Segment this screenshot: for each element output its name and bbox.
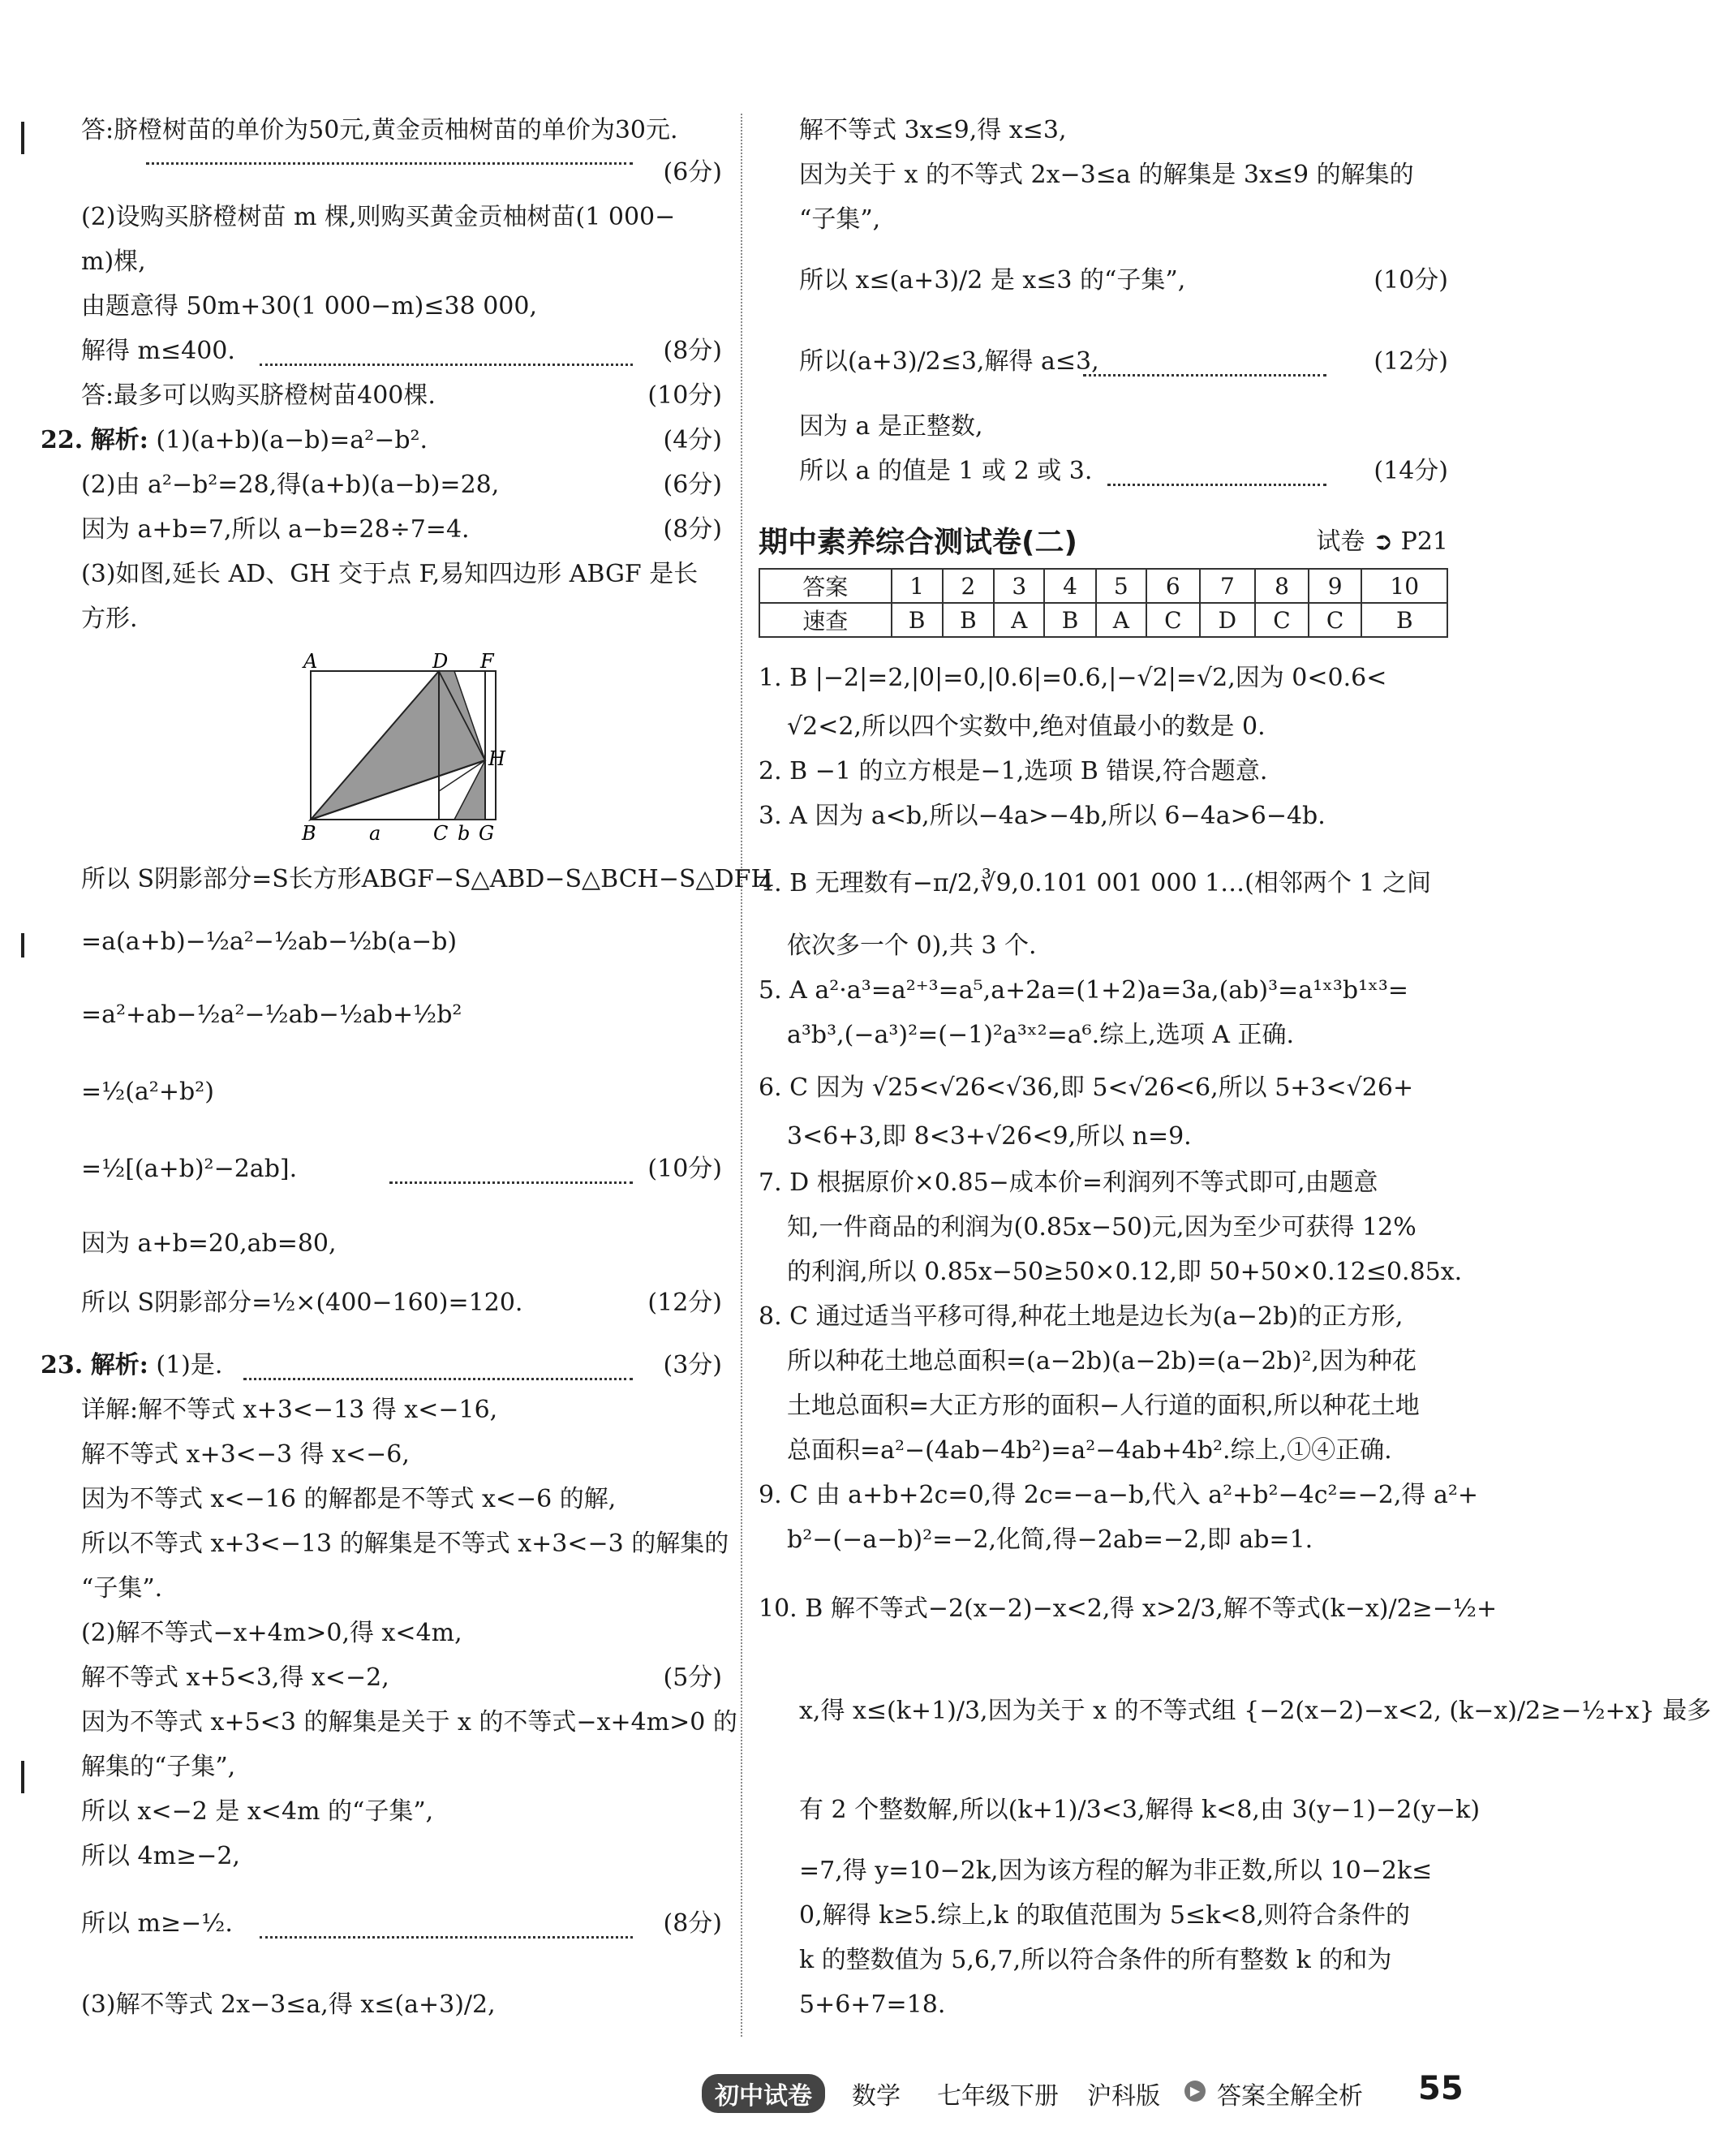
question-number: 23. bbox=[41, 1351, 84, 1379]
text-line: 所以(a+3)/2≤3,解得 a≤3, bbox=[799, 347, 1099, 376]
text-line: 因为不等式 x<−16 的解都是不等式 x<−6 的解, bbox=[81, 1485, 617, 1513]
answer-10-cont: 有 2 个整数解,所以(k+1)/3<3,解得 k<8,由 3(y−1)−2(y−k) bbox=[799, 1796, 1481, 1824]
label-a: a bbox=[369, 822, 381, 845]
footer-badge: 初中试卷 bbox=[702, 2074, 825, 2113]
text-line: 所以 x≤(a+3)/2 是 x≤3 的“子集”, bbox=[799, 266, 1186, 295]
text-line: (2)解不等式−x+4m>0,得 x<4m, bbox=[81, 1619, 462, 1647]
text-line: 所以 x<−2 是 x<4m 的“子集”, bbox=[81, 1797, 434, 1826]
table-cell: B bbox=[943, 603, 994, 637]
table-cell: 4 bbox=[1044, 569, 1095, 603]
text-line: 所以 4m≥−2, bbox=[81, 1842, 240, 1870]
solution-label: 解析: bbox=[90, 1351, 148, 1379]
answer-table bbox=[759, 568, 1448, 638]
text-line: =½(a²+b²) bbox=[81, 1078, 214, 1106]
text-line: 所以不等式 x+3<−13 的解集是不等式 x+3<−3 的解集的 bbox=[81, 1530, 729, 1558]
score: (10分) bbox=[647, 1155, 722, 1183]
question-number: 22. bbox=[41, 426, 84, 454]
footer-grade: 七年级下册 bbox=[937, 2082, 1059, 2111]
table-cell: 8 bbox=[1255, 569, 1309, 603]
text-line: =a²+ab−½a²−½ab−½ab+½b² bbox=[81, 1001, 462, 1029]
score: (14分) bbox=[1374, 457, 1448, 485]
answer-6: 6. C 因为 √25<√26<√36,即 5<√26<6,所以 5+3<√26+ bbox=[759, 1074, 1414, 1102]
answer-7-cont: 知,一件商品的利润为(0.85x−50)元,因为至少可获得 12% bbox=[787, 1213, 1417, 1242]
text-line: 因为不等式 x+5<3 的解集是关于 x 的不等式−x+4m>0 的 bbox=[81, 1708, 737, 1736]
answer-line: 答:脐橙树苗的单价为50元,黄金贡柚树苗的单价为30元. bbox=[81, 116, 678, 144]
label-F: F bbox=[480, 650, 494, 673]
edge-mark-bottom bbox=[21, 1761, 24, 1793]
answer-3: 3. A 因为 a<b,所以−4a>−4b,所以 6−4a>6−4b. bbox=[759, 802, 1326, 830]
question-23-line bbox=[41, 1349, 222, 1383]
answer-10-cont: 0,解得 k≥5.综上,k 的取值范围为 5≤k<8,则符合条件的 bbox=[799, 1901, 1411, 1930]
table-cell: C bbox=[1146, 603, 1200, 637]
solution-label: 解析: bbox=[90, 426, 148, 454]
table-cell: 10 bbox=[1361, 569, 1447, 603]
page-number: 55 bbox=[1418, 2070, 1464, 2107]
table-cell: D bbox=[1200, 603, 1256, 637]
text-line: 因为 a+b=7,所以 a−b=28÷7=4. bbox=[81, 515, 470, 544]
answer-table-label: 答案 bbox=[759, 569, 892, 603]
score: (6分) bbox=[663, 471, 722, 499]
text-line: “子集”. bbox=[81, 1574, 163, 1603]
text-line: (2)设购买脐橙树苗 m 棵,则购买黄金贡柚树苗(1 000− bbox=[81, 203, 676, 231]
text-line: 因为 a+b=20,ab=80, bbox=[81, 1229, 337, 1258]
answer-7: 7. D 根据原价×0.85−成本价=利润列不等式即可,由题意 bbox=[759, 1168, 1378, 1197]
score: (10分) bbox=[647, 381, 722, 410]
answer-10-cont: =7,得 y=10−2k,因为该方程的解为非正数,所以 10−2k≤ bbox=[799, 1857, 1433, 1885]
text-line: =a(a+b)−½a²−½ab−½b(a−b) bbox=[81, 927, 458, 956]
answer-2: 2. B −1 的立方根是−1,选项 B 错误,符合题意. bbox=[759, 757, 1268, 785]
text-line: 解不等式 x+5<3,得 x<−2, bbox=[81, 1663, 389, 1692]
text-line: 解得 m≤400. bbox=[81, 337, 235, 365]
table-cell: B bbox=[1361, 603, 1447, 637]
table-cell: A bbox=[1096, 603, 1146, 637]
score: (6分) bbox=[663, 158, 722, 187]
score: (8分) bbox=[663, 1909, 722, 1938]
text-line: 由题意得 50m+30(1 000−m)≤38 000, bbox=[81, 292, 537, 321]
score: (5分) bbox=[663, 1663, 722, 1692]
score: (12分) bbox=[647, 1289, 722, 1317]
answer-table-answers-row bbox=[759, 603, 1447, 637]
table-cell: A bbox=[994, 603, 1044, 637]
label-G: G bbox=[479, 822, 495, 845]
answer-10-cont: 5+6+7=18. bbox=[799, 1990, 946, 2019]
text-line: 所以 a 的值是 1 或 2 或 3. bbox=[799, 457, 1093, 485]
leader-dots bbox=[243, 1378, 633, 1380]
leader-dots bbox=[389, 1181, 633, 1184]
answer-1: 1. B |−2|=2,|0|=0,|0.6|=0.6,|−√2|=√2,因为 0<0.6< bbox=[759, 664, 1387, 692]
score: (8分) bbox=[663, 337, 722, 365]
table-cell: 1 bbox=[892, 569, 943, 603]
answer-table-label: 速查 bbox=[759, 603, 892, 637]
text-line: 所以 S阴影部分=½×(400−160)=120. bbox=[81, 1289, 523, 1317]
text-line: 解集的“子集”, bbox=[81, 1753, 236, 1781]
text-line: 方形. bbox=[81, 605, 138, 633]
score: (8分) bbox=[663, 515, 722, 544]
edge-mark-mid bbox=[21, 933, 24, 958]
table-cell: C bbox=[1255, 603, 1309, 637]
answer-8: 8. C 通过适当平移可得,种花土地是边长为(a−2b)的正方形, bbox=[759, 1302, 1404, 1331]
answer-table-numbers-row bbox=[759, 569, 1447, 603]
footer-title: 答案全解全析 bbox=[1217, 2082, 1363, 2111]
text-line: 因为关于 x 的不等式 2x−3≤a 的解集是 3x≤9 的解集的 bbox=[799, 161, 1414, 189]
score: (4分) bbox=[663, 426, 722, 454]
answer-9-cont: b²−(−a−b)²=−2,化简,得−2ab=−2,即 ab=1. bbox=[787, 1526, 1313, 1554]
leader-dots bbox=[1083, 374, 1326, 377]
answer-10: 10. B 解不等式−2(x−2)−x<2,得 x>2/3,解不等式(k−x)/2≥−½+ bbox=[759, 1594, 1498, 1623]
score: (3分) bbox=[663, 1351, 722, 1379]
table-cell: B bbox=[892, 603, 943, 637]
table-cell: 6 bbox=[1146, 569, 1200, 603]
answer-1-cont: √2<2,所以四个实数中,绝对值最小的数是 0. bbox=[787, 712, 1266, 741]
text: (1)是. bbox=[156, 1351, 223, 1379]
answer-4: 4. B 无理数有−π/2,∛9,0.101 001 000 1…(相邻两个 1 之间 bbox=[759, 869, 1432, 897]
table-cell: 5 bbox=[1096, 569, 1146, 603]
text-line: (3)如图,延长 AD、GH 交于点 F,易知四边形 ABGF 是长 bbox=[81, 560, 699, 588]
text-line: 所以 S阴影部分=S长方形ABGF−S△ABD−S△BCH−S△DFH bbox=[81, 865, 772, 893]
edge-mark-top bbox=[21, 122, 24, 154]
table-cell: B bbox=[1044, 603, 1095, 637]
table-cell: 2 bbox=[943, 569, 994, 603]
answer-4-cont: 依次多一个 0),共 3 个. bbox=[787, 932, 1037, 960]
leader-dots bbox=[146, 162, 633, 165]
section-page-reference[interactable]: 试卷 ➲ P21 bbox=[1316, 527, 1448, 556]
answer-8-cont: 所以种花土地总面积=(a−2b)(a−2b)=(a−2b)²,因为种花 bbox=[787, 1347, 1417, 1375]
answer-5-cont: a³b³,(−a³)²=(−1)²a³ˣ²=a⁶.综上,选项 A 正确. bbox=[787, 1021, 1295, 1049]
label-C: C bbox=[433, 822, 449, 845]
leader-dots bbox=[260, 364, 633, 366]
label-A: A bbox=[303, 650, 318, 673]
answer-8-cont: 总面积=a²−(4ab−4b²)=a²−4ab+4b².综上,①④正确. bbox=[787, 1436, 1392, 1465]
answer-10-cont: x,得 x≤(k+1)/3,因为关于 x 的不等式组 {−2(x−2)−x<2, (k−x)/2≥−½+x} 最多 bbox=[799, 1697, 1711, 1725]
leader-dots bbox=[260, 1936, 633, 1939]
text-line: 详解:解不等式 x+3<−13 得 x<−16, bbox=[81, 1396, 498, 1424]
footer-subject: 数学 bbox=[852, 2082, 901, 2111]
text-line: (3)解不等式 2x−3≤a,得 x≤(a+3)/2, bbox=[81, 1990, 496, 2019]
column-divider bbox=[741, 114, 742, 2037]
label-H: H bbox=[488, 747, 505, 770]
text-line: 解不等式 x+3<−3 得 x<−6, bbox=[81, 1440, 410, 1469]
text-line: “子集”, bbox=[799, 205, 881, 234]
label-B: B bbox=[302, 822, 316, 845]
text-line: 解不等式 3x≤9,得 x≤3, bbox=[799, 116, 1067, 144]
table-cell: C bbox=[1309, 603, 1362, 637]
score: (12分) bbox=[1374, 347, 1448, 376]
score: (10分) bbox=[1374, 266, 1448, 295]
label-b: b bbox=[458, 822, 471, 845]
geometry-figure bbox=[292, 650, 617, 848]
text-line: 所以 m≥−½. bbox=[81, 1909, 233, 1938]
text-line: 答:最多可以购买脐橙树苗400棵. bbox=[81, 381, 436, 410]
table-cell: 7 bbox=[1200, 569, 1256, 603]
text-line: (2)由 a²−b²=28,得(a+b)(a−b)=28, bbox=[81, 471, 500, 499]
answer-5: 5. A a²·a³=a²⁺³=a⁵,a+2a=(1+2)a=3a,(ab)³=a¹ˣ³b¹ˣ³= bbox=[759, 976, 1409, 1005]
section-title: 期中素养综合测试卷(二) bbox=[759, 526, 1077, 559]
question-22-line bbox=[41, 424, 428, 458]
answer-8-cont: 土地总面积=大正方形的面积−人行道的面积,所以种花土地 bbox=[787, 1392, 1420, 1420]
table-cell: 3 bbox=[994, 569, 1044, 603]
text-line: =½[(a+b)²−2ab]. bbox=[81, 1155, 298, 1183]
answer-9: 9. C 由 a+b+2c=0,得 2c=−a−b,代入 a²+b²−4c²=−2,得 a²+ bbox=[759, 1481, 1479, 1509]
answer-7-cont: 的利润,所以 0.85x−50≥50×0.12,即 50+50×0.12≤0.85x. bbox=[787, 1258, 1463, 1286]
footer-edition: 沪科版 bbox=[1087, 2082, 1160, 2111]
leader-dots bbox=[1107, 484, 1326, 486]
label-D: D bbox=[432, 650, 449, 673]
footer-arrow-icon: ▶ bbox=[1184, 2076, 1206, 2116]
table-cell: 9 bbox=[1309, 569, 1362, 603]
text: (1)(a+b)(a−b)=a²−b². bbox=[156, 426, 428, 454]
answer-10-cont: k 的整数值为 5,6,7,所以符合条件的所有整数 k 的和为 bbox=[799, 1946, 1392, 1974]
text-line: 因为 a 是正整数, bbox=[799, 412, 983, 441]
text-line: m)棵, bbox=[81, 247, 146, 276]
answer-6-cont: 3<6+3,即 8<3+√26<9,所以 n=9. bbox=[787, 1122, 1192, 1151]
